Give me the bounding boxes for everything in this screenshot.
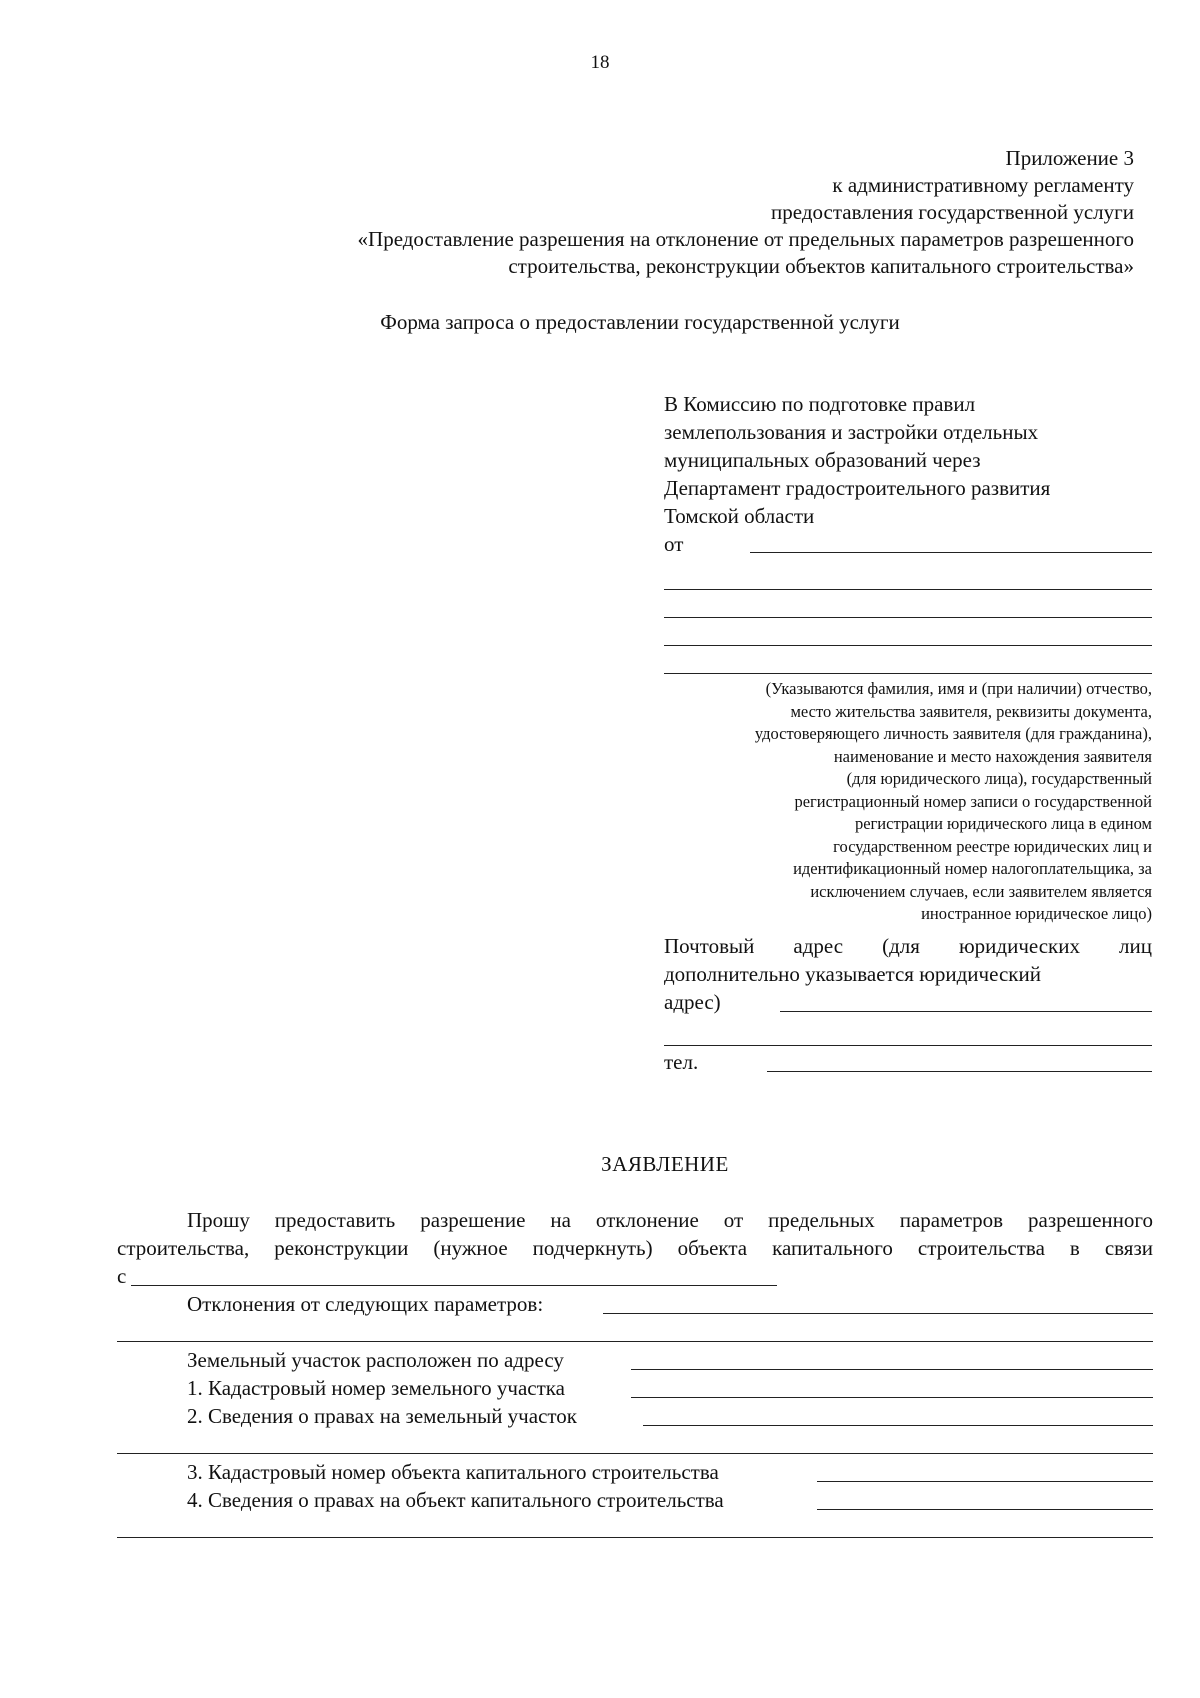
land-rights-field[interactable] xyxy=(643,1425,1153,1426)
hint-line: регистрационный номер записи о государственной xyxy=(794,791,1152,811)
land-cadastral-field[interactable] xyxy=(631,1397,1153,1398)
annex-line: строительства, реконструкции объектов капитального строительства» xyxy=(508,254,1134,278)
postal-address-block xyxy=(664,932,1152,1016)
annex-line: Приложение 3 xyxy=(1005,146,1134,170)
postal-address-field-2[interactable] xyxy=(664,1045,1152,1046)
land-address-row xyxy=(117,1346,1153,1374)
deviations-row-2 xyxy=(117,1318,1153,1346)
land-rights-row xyxy=(117,1402,1153,1430)
page-number: 18 xyxy=(590,52,610,73)
land-cadastral-row xyxy=(117,1374,1153,1402)
object-cadastral-field[interactable] xyxy=(817,1481,1153,1482)
applicant-name-field[interactable] xyxy=(750,552,1152,553)
hint-line: исключением случаев, если заявителем является xyxy=(810,881,1152,901)
applicant-hint xyxy=(664,678,1152,926)
hint-line: иностранное юридическое лицо) xyxy=(921,904,1152,923)
land-address-field[interactable] xyxy=(631,1369,1153,1370)
hint-line: наименование и место нахождения заявителя xyxy=(833,746,1152,766)
land-cadastral-label: 1. Кадастровый номер земельного участка xyxy=(187,1376,565,1400)
deviations-field[interactable] xyxy=(603,1313,1153,1314)
addressee-line: Томской области xyxy=(664,504,815,528)
hint-line: идентификационный номер налогоплательщика, за xyxy=(793,859,1152,878)
statement-paragraph-line: строительства, реконструкции (нужное подчеркнуть) объекта капитального строительства в связи xyxy=(117,1236,1153,1260)
applicant-info-line-4[interactable] xyxy=(664,645,1152,646)
applicant-info-line-2[interactable] xyxy=(664,589,1152,590)
from-label: от xyxy=(664,532,684,556)
reason-row xyxy=(117,1262,1153,1290)
addressee-line: землепользования и застройки отдельных xyxy=(664,420,1039,444)
applicant-info-line-5[interactable] xyxy=(664,673,1152,674)
form-title: Форма запроса о предоставлении государственной услуги xyxy=(380,310,900,334)
postal-address-row xyxy=(664,988,1152,1016)
tel-row xyxy=(664,1048,1152,1076)
object-rights-row-2 xyxy=(117,1514,1153,1542)
hint-line: удостоверяющего личность заявителя (для гражданина), xyxy=(754,724,1152,743)
applicant-info-line-3[interactable] xyxy=(664,617,1152,618)
hint-line: (Указываются фамилия, имя и (при наличии) отчество, xyxy=(765,679,1152,698)
addressee-line: Департамент градостроительного развития xyxy=(664,476,1051,500)
object-rights-label: 4. Сведения о правах на объект капитального строительства xyxy=(187,1488,724,1512)
annex-line: «Предоставление разрешения на отклонение от предельных параметров разрешенного xyxy=(357,227,1134,251)
land-rights-label: 2. Сведения о правах на земельный участок xyxy=(187,1404,577,1428)
deviations-label: Отклонения от следующих параметров: xyxy=(187,1292,544,1316)
addressee-block xyxy=(664,390,1154,558)
hint-line: место жительства заявителя, реквизиты документа, xyxy=(790,701,1152,721)
land-rights-row-2 xyxy=(117,1430,1153,1458)
statement-paragraph-line: Прошу предоставить разрешение на отклонение от предельных параметров разрешенного xyxy=(187,1208,1153,1232)
land-address-label: Земельный участок расположен по адресу xyxy=(187,1348,564,1372)
postal-label-line: Почтовый адрес (для юридических лиц xyxy=(664,934,1152,958)
postal-label-line: адрес) xyxy=(664,990,721,1014)
statement-heading: ЗАЯВЛЕНИЕ xyxy=(601,1152,729,1176)
from-row xyxy=(664,530,1154,558)
tel-field[interactable] xyxy=(767,1071,1152,1072)
deviations-field-2[interactable] xyxy=(117,1341,1153,1342)
object-rights-row xyxy=(117,1486,1153,1514)
tel-label: тел. xyxy=(664,1050,699,1074)
deviations-row xyxy=(117,1290,1153,1318)
postal-address-field[interactable] xyxy=(780,1011,1152,1012)
annex-header xyxy=(358,145,1134,280)
annex-line: предоставления государственной услуги xyxy=(771,200,1134,224)
annex-line: к административному регламенту xyxy=(832,173,1134,197)
object-rights-field[interactable] xyxy=(817,1509,1153,1510)
statement-body xyxy=(117,1206,1153,1542)
hint-line: государственном реестре юридических лиц и xyxy=(833,836,1152,856)
addressee-line: В Комиссию по подготовке правил xyxy=(664,392,976,416)
object-rights-field-2[interactable] xyxy=(117,1537,1153,1538)
hint-line: (для юридического лица), государственный xyxy=(846,769,1152,788)
object-cadastral-row xyxy=(117,1458,1153,1486)
statement-paragraph-line: с xyxy=(117,1264,127,1288)
addressee-line: муниципальных образований через xyxy=(664,448,981,472)
object-cadastral-label: 3. Кадастровый номер объекта капитального строительства xyxy=(187,1460,719,1484)
hint-line: регистрации юридического лица в едином xyxy=(854,814,1152,833)
reason-field[interactable] xyxy=(131,1285,777,1286)
land-rights-field-2[interactable] xyxy=(117,1453,1153,1454)
postal-label-line: дополнительно указывается юридический xyxy=(664,962,1041,986)
